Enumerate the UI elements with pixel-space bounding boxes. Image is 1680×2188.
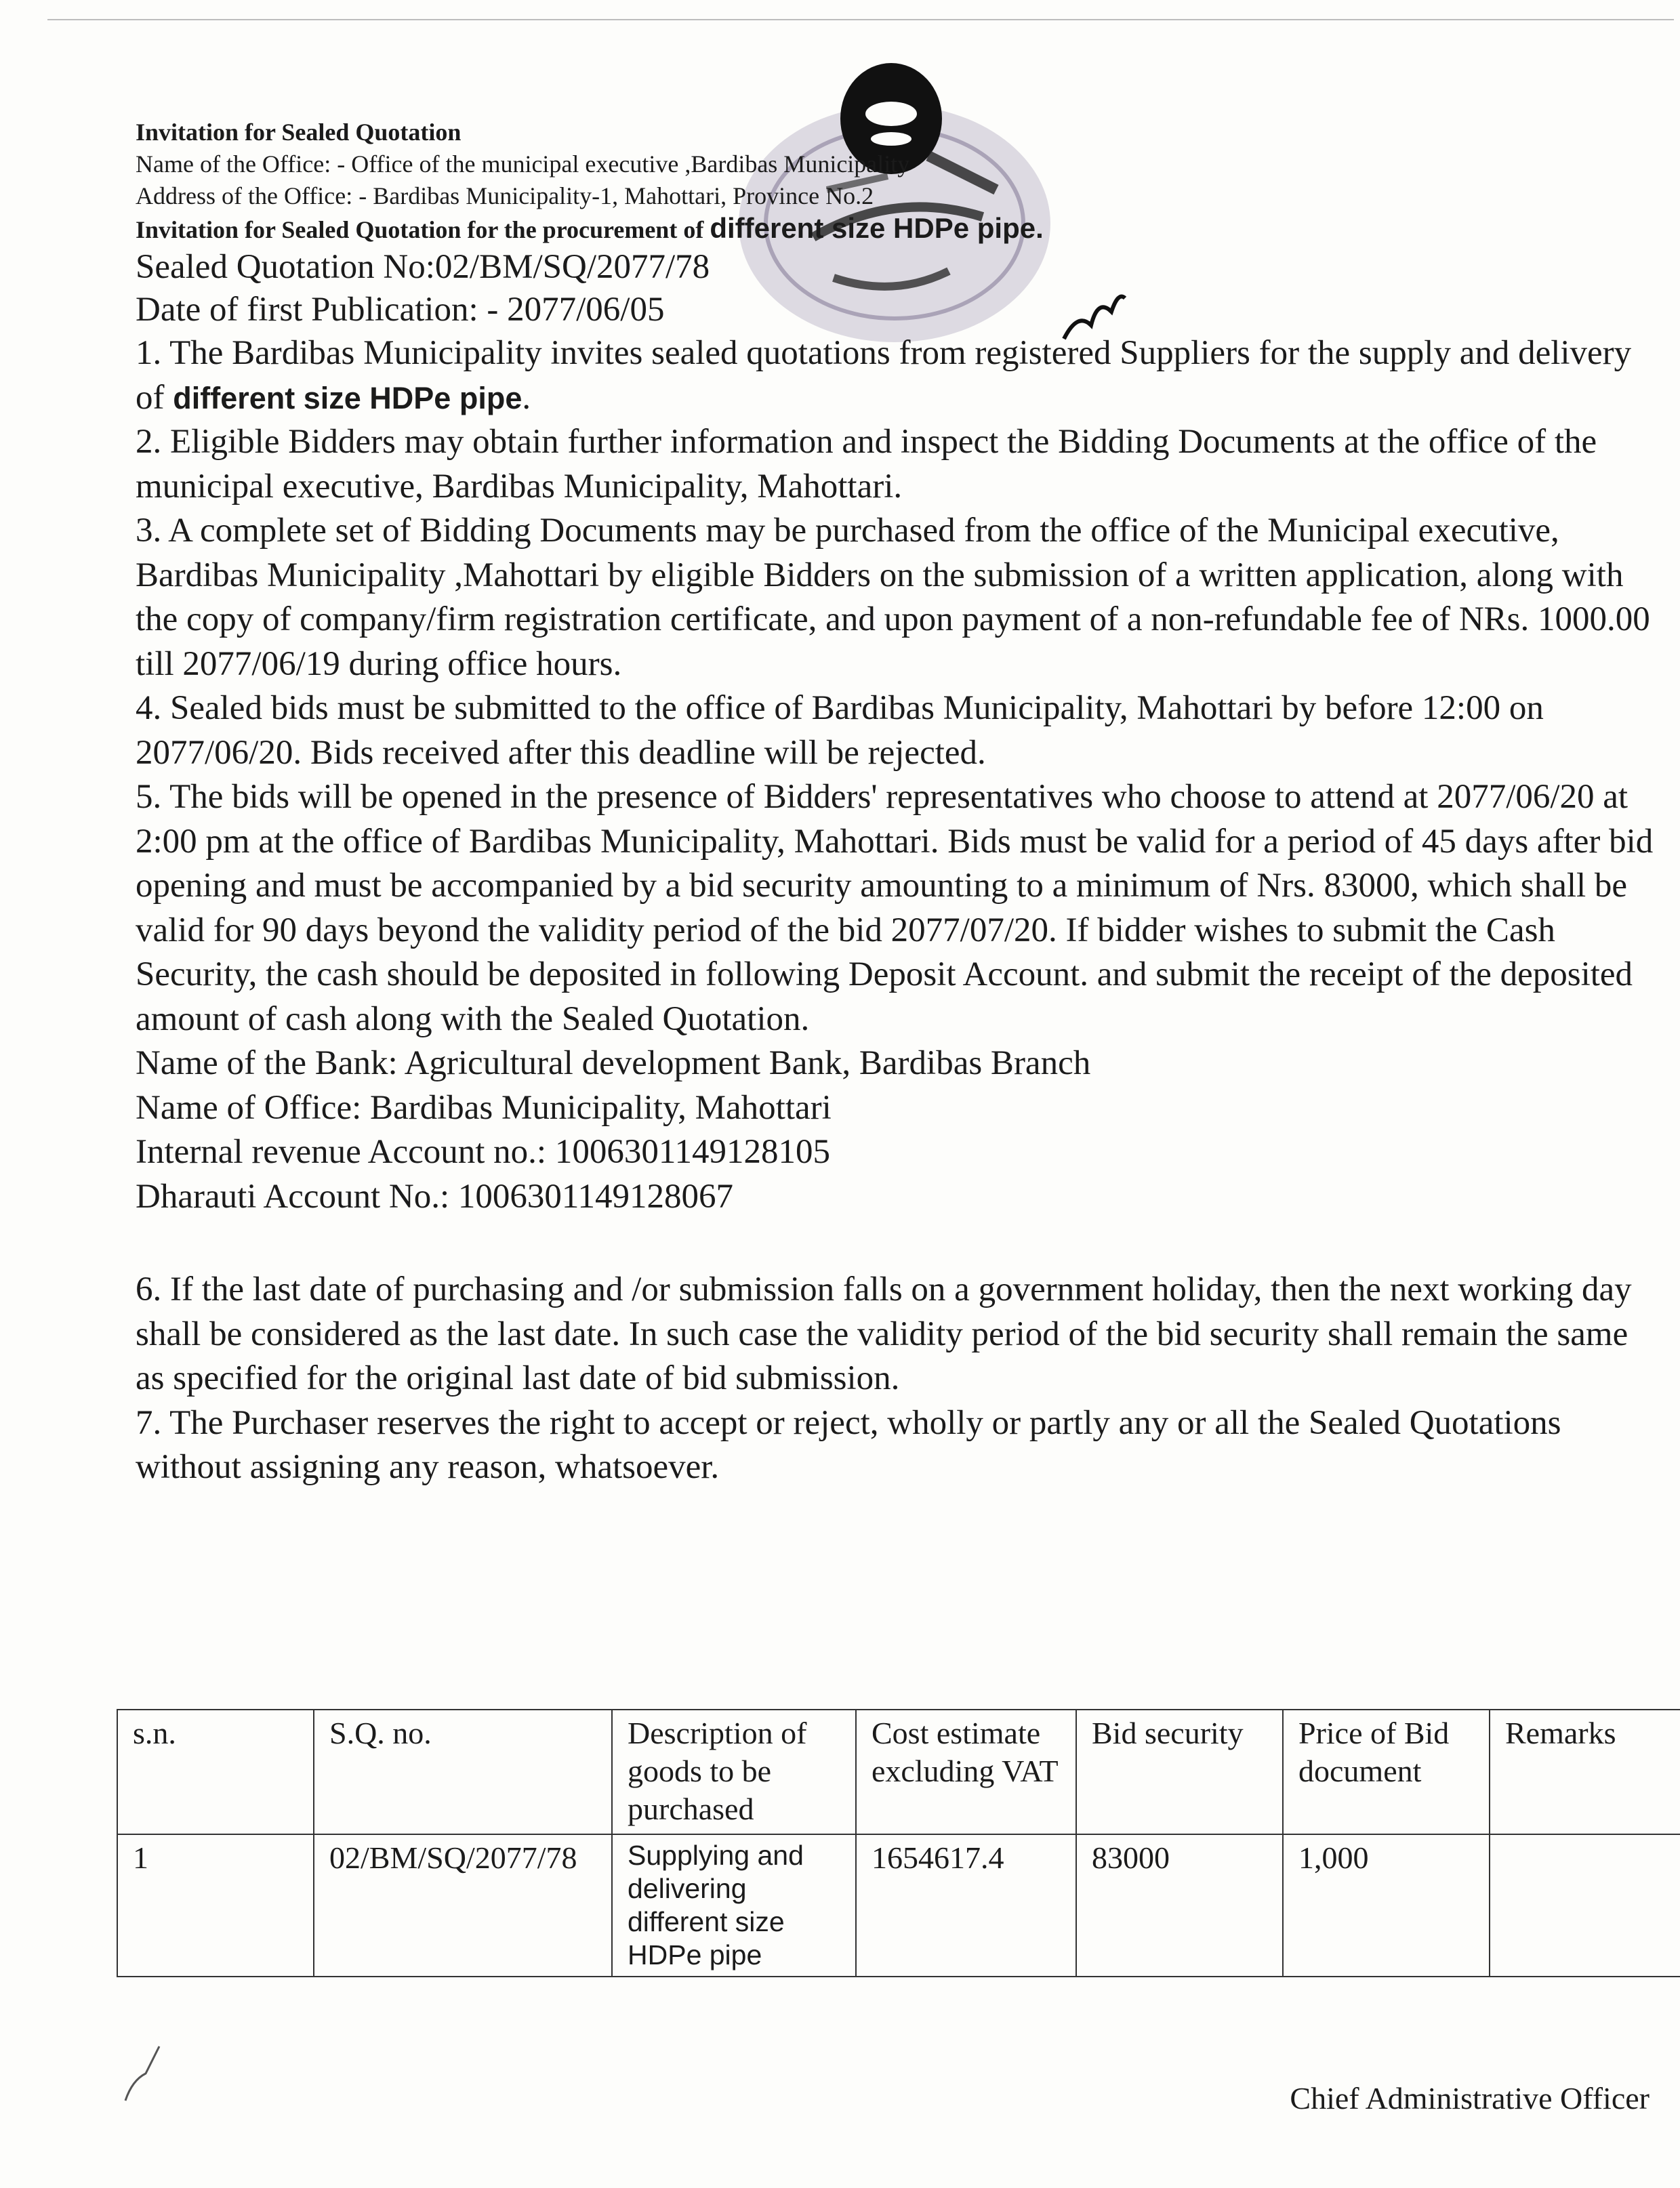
cell-description: Supplying and delivering different size HDPe pipe [612, 1834, 856, 1977]
header-bid-security: Bid security [1076, 1710, 1283, 1834]
header-description: Description of goods to be purchased [612, 1710, 856, 1834]
paragraph-5: 5. The bids will be opened in the presence of Bidders' representatives who choose to attend at 2077/06/20 at 2:00 pm at the office of Bardibas Municipality, Mahottari. Bids must be valid for a period of 45 days after bid opening and must be accompanied by a bid security amounting to a minimum of Nrs. 83000, which shall be valid for 90 days beyond the validity period of the bid 2077/07/20. If bidder wishes to submit the Cash Security, the cash should be deposited in following Deposit Account. and submit the receipt of the deposited amount of cash along with the Sealed Quotation. [136, 778, 1654, 1038]
header-sq-no: S.Q. no. [314, 1710, 612, 1834]
paragraph-3: 3. A complete set of Bidding Documents may be purchased from the office of the Municipal executive, Bardibas Municipality ,Mahottari by eligible Bidders on the submission of a written application, along with the copy of company/firm registration certificate, and upon payment of a non-refundable fee of NRs. 1000.00 till 2077/06/19 during office hours. [136, 512, 1650, 683]
table-header-row [117, 1710, 1680, 1834]
internal-revenue-account: Internal revenue Account no.: 1006301149128105 [136, 1133, 830, 1171]
cell-sq-no: 02/BM/SQ/2077/78 [314, 1834, 612, 1977]
cell-price-bid-document: 1,000 [1283, 1834, 1490, 1977]
paragraph-1-text: 1. The Bardibas Municipality invites sealed quotations from registered Suppliers for the supply and delivery of [136, 334, 1632, 417]
paragraph-6: 6. If the last date of purchasing and /or submission falls on a government holiday, then the next working day shall be considered as the last date. In such case the validity period of the bid security shall remain the same as specified for the original last date of bid submission. [136, 1271, 1632, 1397]
paragraph-1 [136, 331, 1654, 420]
paragraph-7: 7. The Purchaser reserves the right to accept or reject, wholly or partly any or all the Sealed Quotations without assigning any reason, whatsoever. [136, 1403, 1561, 1486]
header-remarks: Remarks [1490, 1710, 1680, 1834]
invitation-prefix: Invitation for Sealed Quotation for the procurement of [136, 216, 710, 243]
table-row [117, 1834, 1680, 1977]
header-cost-estimate: Cost estimate excluding VAT [856, 1710, 1076, 1834]
scan-edge-line [47, 19, 1674, 20]
paragraph-1-end: . [522, 378, 531, 417]
paragraph-2: 2. Eligible Bidders may obtain further information and inspect the Bidding Documents at the office of the municipal executive, Bardibas Municipality, Mahottari. [136, 423, 1597, 505]
cell-remarks [1490, 1834, 1680, 1977]
signature-title: Chief Administrative Officer [1290, 2081, 1650, 2115]
bank-name: Name of the Bank: Agricultural development Bank, Bardibas Branch [136, 1044, 1091, 1082]
margin-mark [119, 2040, 173, 2107]
paragraph-1-item: different size HDPe pipe [173, 380, 523, 415]
header-sn: s.n. [117, 1710, 314, 1834]
cell-cost-estimate: 1654617.4 [856, 1834, 1076, 1977]
cell-sn: 1 [117, 1834, 314, 1977]
invitation-item: different size HDPe pipe. [710, 212, 1044, 244]
cell-bid-security: 83000 [1076, 1834, 1283, 1977]
quotation-number: Sealed Quotation No:02/BM/SQ/2077/78 [136, 248, 710, 286]
publication-date: Date of first Publication: - 2077/06/05 [136, 291, 665, 329]
office-name: Name of the Office: - Office of the municipal executive ,Bardibas Municipality [136, 150, 910, 178]
notice-title: Invitation for Sealed Quotation [136, 119, 462, 146]
invitation-line [136, 212, 1654, 246]
quotation-notice [136, 117, 1654, 1490]
header-price-bid-document: Price of Bid document [1283, 1710, 1490, 1834]
office-address: Address of the Office: - Bardibas Municipality-1, Mahottari, Province No.2 [136, 182, 874, 209]
paragraph-4: 4. Sealed bids must be submitted to the office of Bardibas Municipality, Mahottari by before 12:00 on 2077/06/20. Bids received after this deadline will be rejected. [136, 689, 1544, 772]
quotation-table [117, 1709, 1680, 1977]
office-of-account: Name of Office: Bardibas Municipality, Mahottari [136, 1088, 832, 1127]
dharauti-account: Dharauti Account No.: 1006301149128067 [136, 1177, 733, 1216]
